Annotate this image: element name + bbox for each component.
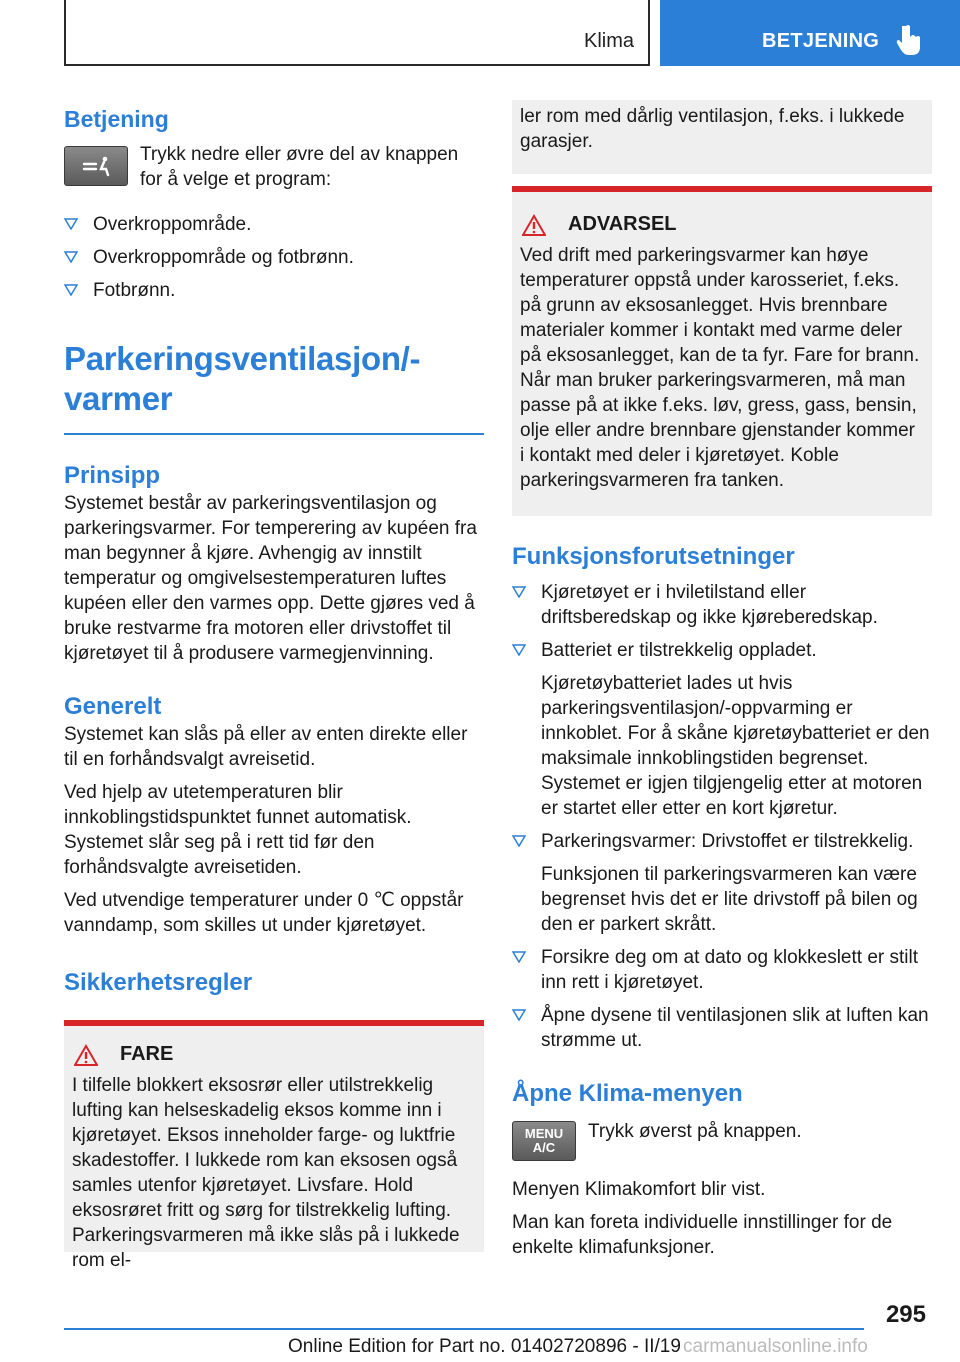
triangle-bullet-icon [64,218,78,230]
klima-text: Trykk øverst på knappen. [588,1121,802,1142]
page-number: 295 [885,1301,926,1328]
section-title: Klima [583,30,634,52]
condition-note: Kjøretøybatteriet lades ut hvis parkeringsventilasjon/-oppvarming er innkoblet. For å skåne kjøretøybatteriet er den maksimale innkoblingstiden begrenset. Systemet er igjen tilgjengelig etter at motoren er startet eller etter en kort kjøretur. [541,673,930,819]
triangle-bullet-icon [512,586,526,598]
triangle-bullet-icon [512,951,526,963]
list-item: Kjøretøyet er i hviletilstand eller driftsberedskap og ikke kjøreberedskap. [512,580,932,630]
klima-heading: Åpne Klima-menyen [512,1080,743,1107]
header-frame [64,0,650,66]
triangle-bullet-icon [512,644,526,656]
menu-ac-button[interactable] [512,1121,576,1161]
list-item: Overkroppområde. [64,212,484,237]
funksjon-heading: Funksjonsforutsetninger [512,543,795,570]
advarsel-box [512,186,932,516]
program-list [64,212,484,303]
triangle-bullet-icon [512,835,526,847]
ac-button-label: A/C [532,1140,556,1155]
menu-button-row [512,1121,932,1161]
main-heading: Parkeringsventilasjon/- varmer [64,340,421,417]
warning-triangle-icon [74,1044,98,1066]
triangle-bullet-icon [64,284,78,296]
heading-rule [64,433,484,435]
fare-box-continued [512,100,932,174]
menu-button-label: MENU [524,1126,564,1141]
list-item: Batteriet er tilstrekkelig oppladet. Kjøretøybatteriet lades ut hvis parkeringsventilasjon/-oppvarming er innkoblet. For å skåne kjøretøybatteriet er den maksimale innkoblingstiden begrenset. Systemet er igjen tilgjengelig etter at motoren er startet eller etter en kort kjøretur. [512,638,932,821]
triangle-bullet-icon [512,1009,526,1021]
program-button-row [64,146,484,192]
fare-box [64,1020,484,1271]
edition-text: Online Edition for Part no. 01402720896 - II/19 [288,1336,681,1357]
klima-paragraph: Man kan foreta individuelle innstillinger for de enkelte klimafunksjoner. [512,1212,893,1258]
betjening-heading: Betjening [64,106,169,132]
generelt-paragraph: Ved hjelp av utetemperaturen blir innkoblingstidspunktet funnet automatisk. Systemet slår seg på i rett tid før den forhåndsvalgte avreisetiden. [64,782,412,878]
conditions-list [512,580,932,1053]
fare-title: FARE [64,1026,484,1067]
condition-note: Funksjonen til parkeringsvarmeren kan være begrenset hvis det er lite drivstoff på bilen og den er parkert skrått. [541,864,918,935]
fare-text: I tilfelle blokkert eksosrør eller utilstrekkelig lufting kan helseskadelig eksos komme inn i kjøretøyet. Eksos inneholder farge- og luktfrie skadestoffer. I lukkede rom kan eksosen også samles utenfor kjøretøyet. Livsfare. Hold eksosrøret fritt og sørg for tilstrekkelig lufting. Parkeringsvarmeren må ikke slås på i lukkede rom el- [72,1075,460,1271]
chapter-tab[interactable] [660,0,960,66]
prinsipp-text: Systemet består av parkeringsventilasjon og parkeringsvarmer. For temperering av kupéen fra man begynner å kjøre. Avhengig av innstilt temperatur og omgivelsestemperaturen luftes kupéen eller den varmes opp. Dette gjøres ved å bruke restvarme fra motoren eller drivstoffet til kjøretøyet til å produsere varmegjenvinning. [64,493,477,664]
prinsipp-heading: Prinsipp [64,462,161,489]
list-item: Fotbrønn. [64,278,484,303]
right-column [512,100,932,1260]
betjening-text: Trykk nedre eller øvre del av knappen for å velge et program: [140,144,459,190]
hand-pointer-icon [896,24,924,56]
left-column [64,100,484,1271]
list-item: Parkeringsvarmer: Drivstoffet er tilstrekkelig. Funksjonen til parkeringsvarmeren kan være begrenset hvis det er lite drivstoff på bilen og den er parkert skrått. [512,829,932,937]
list-item: Forsikre deg om at dato og klokkeslett er stilt inn rett i kjøretøyet. [512,945,932,995]
fare-continued-text: ler rom med dårlig ventilasjon, f.eks. i lukkede garasjer. [520,106,905,152]
list-item: Åpne dysene til ventilasjonen slik at luften kan strømme ut. [512,1003,932,1053]
generelt-heading: Generelt [64,693,162,720]
sikkerhet-heading: Sikkerhetsregler [64,969,253,996]
watermark-text: carmanualsonline.info [683,1336,868,1357]
chapter-tab-label: BETJENING [762,30,880,52]
advarsel-text: Ved drift med parkeringsvarmer kan høye temperaturer oppstå under karosseriet, f.eks. på grunn av eksosanlegget. Hvis brennbare materialer kommer i kontakt med varme deler på eksosanlegget, kan de ta fyr. Fare for brann. Når man bruker parkeringsvarmeren, må man passe på at ikke f.eks. løv, gress, gass, bensin, olje eller andre brennbare gjenstander kommer i kontakt med deler i kjøretøyet. Koble parkeringsvarmeren fra tanken. [520,245,920,491]
list-item: Overkroppområde og fotbrønn. [64,245,484,270]
generelt-paragraph: Ved utvendige temperaturer under 0 ℃ oppstår vanndamp, som skilles ut under kjøretøyet. [64,890,464,936]
triangle-bullet-icon [64,251,78,263]
advarsel-title: ADVARSEL [512,192,932,237]
warning-triangle-icon [522,214,546,236]
klima-paragraph: Menyen Klimakomfort blir vist. [512,1179,766,1200]
air-distribution-button[interactable] [64,146,128,186]
air-distribution-icon [78,154,114,178]
footer-rule [64,1328,864,1330]
generelt-paragraph: Systemet kan slås på eller av enten direkte eller til en forhåndsvalgt avreisetid. [64,724,468,770]
